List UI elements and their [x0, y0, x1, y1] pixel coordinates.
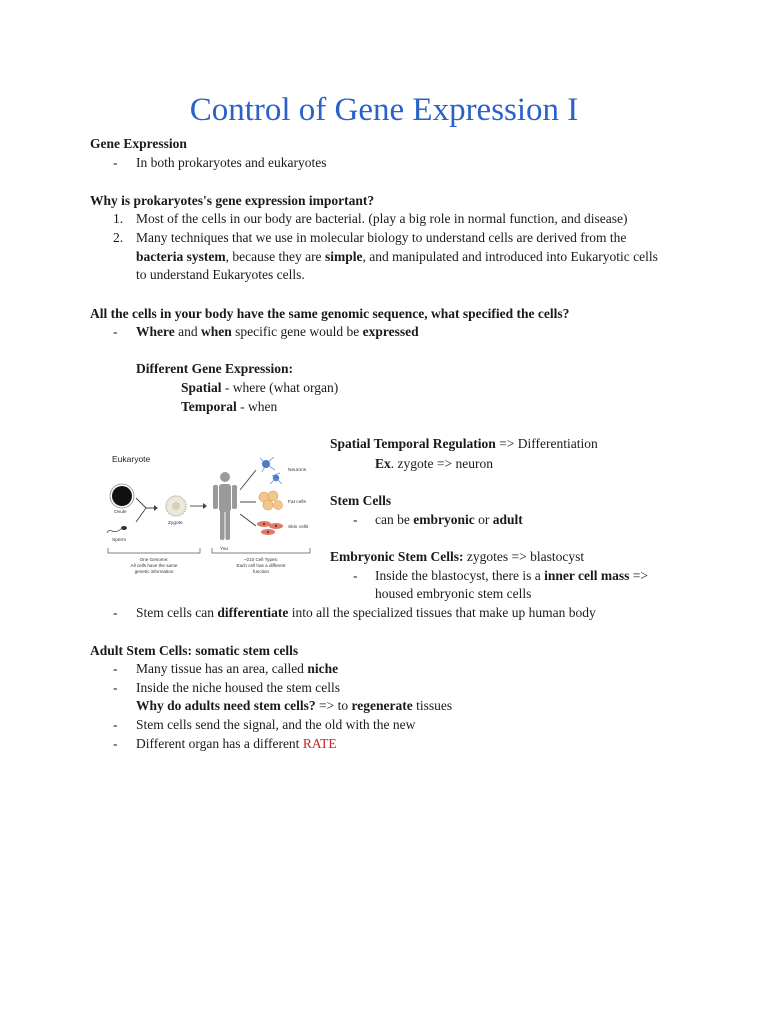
text-run: => to [315, 698, 352, 713]
embryonic-heading [330, 548, 584, 566]
sperm-label: Sperm [112, 538, 127, 543]
text-run: zygotes => blastocyst [463, 549, 585, 564]
sperm-cell [121, 526, 127, 530]
bullet-text: In both prokaryotes and eukaryotes [136, 155, 327, 170]
text-run: Inside the blastocyst, there is a [375, 568, 545, 583]
list-item-text [136, 248, 658, 266]
skin-cells-label: Skin cells [288, 525, 309, 530]
text-run: . zygote => neuron [390, 456, 493, 471]
bullet-text: Stem cells send the signal, and the old with the new [136, 717, 416, 732]
caption-left-3: genetic information [134, 569, 174, 574]
bold-term: inner cell mass [544, 568, 630, 583]
bullet-dash: - [113, 717, 118, 732]
you-label: You [220, 547, 229, 552]
caption-left-2: All cells have the same [130, 563, 178, 568]
page-title: Control of Gene Expression I [189, 92, 579, 128]
bold-term: Ex [375, 456, 391, 471]
arrow-head [203, 503, 207, 509]
fat-cells-label: Fat cells [288, 500, 306, 505]
bold-term: niche [307, 661, 339, 676]
text-run: or [474, 512, 493, 527]
list-number: 1. [113, 211, 124, 226]
text-run: , and manipulated and introduced into Eukaryotic cells [362, 249, 658, 264]
section-heading-why-prokaryotes: Why is prokaryotes's gene expression important? [90, 193, 375, 208]
bold-term: Spatial [181, 380, 222, 395]
caption-right-2: Each cell has a different [236, 563, 286, 568]
caption-right-3: function [252, 569, 270, 574]
neuron-cells [260, 457, 282, 484]
bullet-text: Inside the niche housed the stem cells [136, 680, 340, 695]
bullet-text [136, 660, 338, 678]
differentiation-arrows [240, 470, 256, 526]
bold-term: Why do adults need stem cells? [136, 698, 316, 713]
question-line [136, 697, 452, 715]
bullet-text [136, 604, 596, 622]
section-heading-same-genome: All the cells in your body have the same genomic sequence, what specified the cells? [90, 306, 570, 321]
bullet-text [375, 511, 523, 529]
bullet-dash: - [113, 155, 118, 170]
text-run: - when [236, 399, 278, 414]
ovule-label: Ovule [114, 510, 127, 515]
fertilization-arrow [136, 498, 154, 522]
text-run: - where (what organ) [221, 380, 339, 395]
bullet-text [136, 735, 337, 753]
text-run: Different organ has a different [136, 736, 303, 751]
sperm-tail [107, 529, 121, 533]
text-run: into all the specialized tissues that make up human body [288, 605, 596, 620]
text-run: specific gene would be [231, 324, 363, 339]
bold-term: simple [324, 249, 363, 264]
bold-term: regenerate [351, 698, 413, 713]
bullet-dash: - [113, 324, 118, 339]
bullet-dash: - [113, 680, 118, 695]
bullet-dash: - [353, 568, 358, 583]
bullet-text-continued: housed embryonic stem cells [375, 586, 532, 601]
text-run: tissues [412, 698, 453, 713]
subheading-different-expression: Different Gene Expression: [136, 361, 293, 376]
text-run: => [629, 568, 648, 583]
list-item-text: Many techniques that we use in molecular biology to understand cells are derived from the [136, 230, 627, 245]
bold-term: bacteria system [136, 249, 226, 264]
bold-term: differentiate [217, 605, 289, 620]
zygote-label: Zygote [168, 521, 183, 526]
bullet-text [136, 323, 419, 341]
temporal-line [181, 398, 277, 416]
text-run: can be [375, 512, 414, 527]
bracket-left [108, 548, 200, 553]
text-run: => Differentiation [495, 436, 598, 451]
person-silhouette [213, 472, 237, 540]
section-heading-adult-stem-cells: Adult Stem Cells: somatic stem cells [90, 643, 299, 658]
caption-right-1: ~210 Cell Types: [243, 557, 279, 562]
arrow-head [154, 505, 158, 511]
bullet-dash: - [113, 661, 118, 676]
bold-term: Temporal [181, 399, 237, 414]
bold-term: embryonic [413, 512, 475, 527]
neurons-label: Neurons [288, 468, 307, 473]
zygote-nucleus [172, 502, 180, 510]
bold-term: when [201, 324, 232, 339]
regulation-heading [330, 435, 598, 453]
list-item-text: Most of the cells in our body are bacterial. (play a big role in normal function, and disease) [136, 211, 628, 226]
bullet-dash: - [113, 736, 118, 751]
text-run: , because they are [225, 249, 325, 264]
skin-cells [257, 521, 283, 535]
caption-left-1: One Genome: [139, 557, 169, 562]
bullet-dash: - [113, 605, 118, 620]
ovule-cell [112, 486, 132, 506]
eukaryote-diagram [104, 440, 320, 580]
bold-term: Spatial Temporal Regulation [330, 436, 496, 451]
text-run: Many tissue has an area, called [136, 661, 308, 676]
fat-cells [259, 491, 283, 510]
rate-highlight: RATE [302, 736, 337, 751]
text-run: Stem cells can [136, 605, 218, 620]
section-heading-gene-expression: Gene Expression [90, 136, 187, 151]
regulation-example [375, 455, 493, 473]
bullet-dash: - [353, 512, 358, 527]
text-run: and [174, 324, 201, 339]
bold-term: expressed [362, 324, 419, 339]
bullet-text [375, 567, 648, 585]
figure-title: Eukaryote [112, 454, 151, 464]
bold-term: Where [136, 324, 175, 339]
list-number: 2. [113, 230, 124, 245]
bold-term: Embryonic Stem Cells: [330, 549, 464, 564]
stem-cells-heading: Stem Cells [330, 493, 392, 508]
bold-term: adult [492, 512, 523, 527]
list-item-text: to understand Eukaryotes cells. [136, 267, 305, 282]
spatial-line [181, 379, 338, 397]
